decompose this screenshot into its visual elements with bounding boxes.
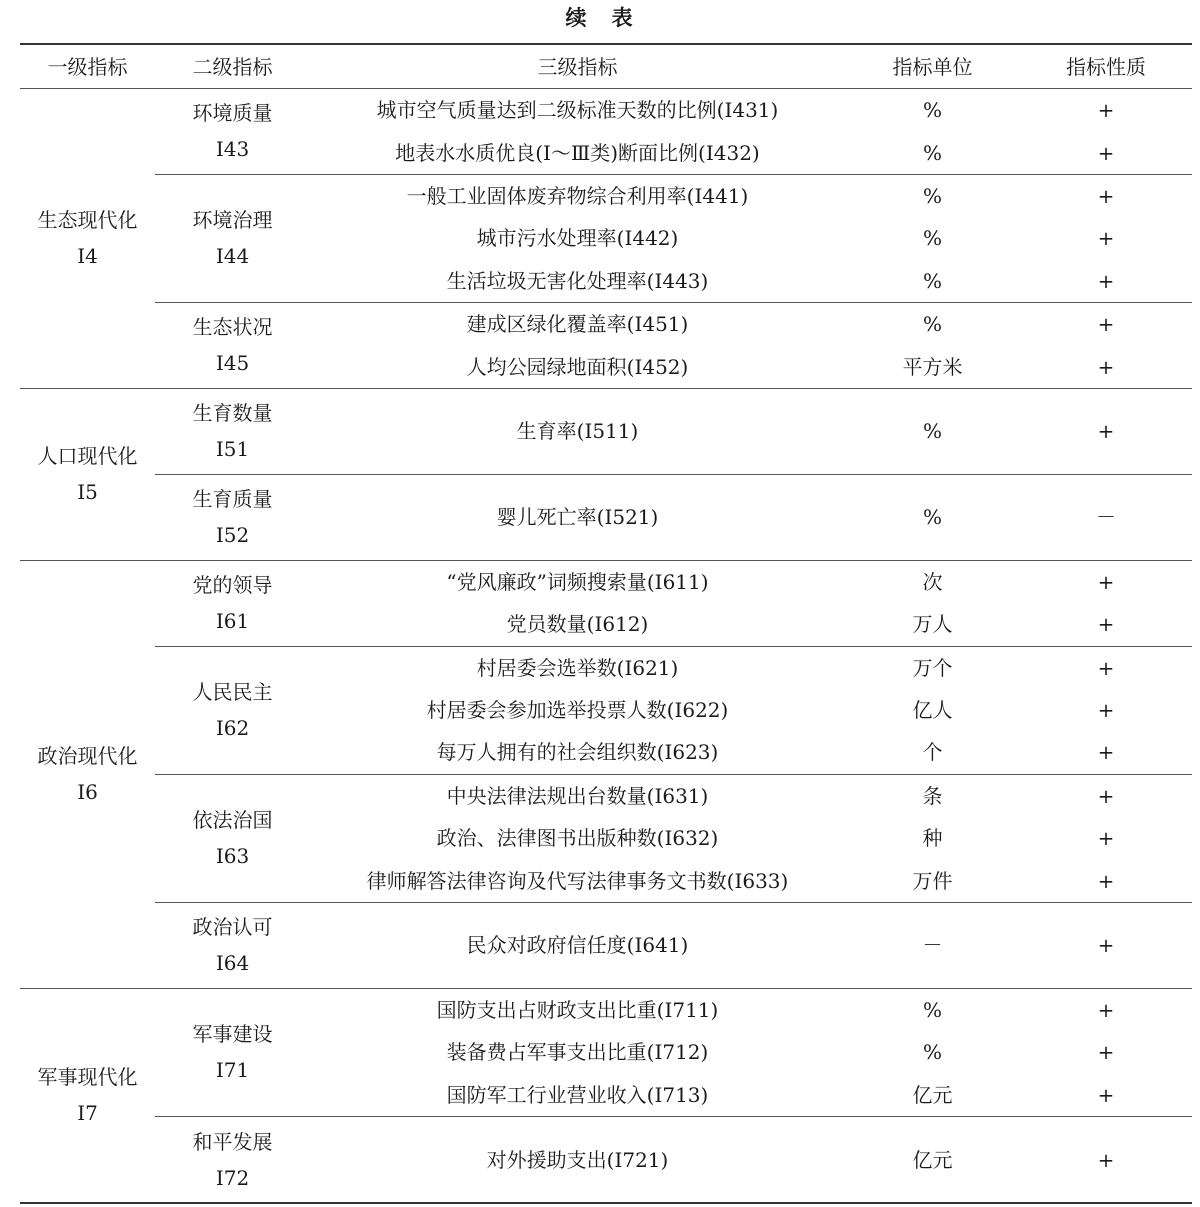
- level2-cell: [155, 474, 310, 560]
- unit-cell: %: [922, 140, 942, 165]
- header-nature: 指标性质: [1020, 44, 1192, 89]
- level3-cell: 中央法律法规出台数量(I631): [310, 774, 845, 817]
- level3-cell: 每万人拥有的社会组织数(I623): [436, 740, 719, 765]
- level3-cell: 生活垃圾无害化处理率(I443): [446, 268, 709, 293]
- level3-cell: 人均公园绿地面积(I452): [466, 354, 689, 379]
- level1-cell: [20, 89, 155, 389]
- level2-cell: [155, 902, 310, 988]
- level3-cell: 建成区绿化覆盖率(I451): [310, 302, 845, 345]
- level3-cell: 对外援助支出(I721): [310, 1117, 845, 1204]
- table-row: [20, 902, 1192, 988]
- unit-cell: %: [922, 226, 942, 251]
- level2-name: 环境质量: [192, 101, 273, 126]
- table-row: [20, 774, 1192, 817]
- table-row: [20, 174, 1192, 217]
- level2-cell: [155, 988, 310, 1116]
- unit-cell: %: [845, 388, 1020, 474]
- nature-cell: +: [1020, 988, 1192, 1031]
- nature-cell: +: [1097, 98, 1115, 123]
- nature-cell: +: [1020, 1117, 1192, 1204]
- level3-cell: 一般工业固体废弃物综合利用率(I441): [310, 174, 845, 217]
- table-row: [20, 89, 1192, 132]
- level1-name: 生态现代化: [37, 208, 138, 233]
- unit-cell: 种: [922, 826, 943, 851]
- unit-cell: －: [845, 902, 1020, 988]
- table-caption: 续 表: [565, 5, 635, 30]
- nature-cell: －: [1020, 474, 1192, 560]
- level3-cell: 村居委会参加选举投票人数(I622): [426, 698, 729, 723]
- nature-cell: +: [1097, 140, 1115, 165]
- table-row: [20, 302, 1192, 345]
- table-row: [20, 646, 1192, 689]
- level2-code: I71: [215, 1058, 250, 1083]
- level2-cell: [155, 646, 310, 774]
- level2-cell: [155, 560, 310, 646]
- level3-cell: 律师解答法律咨询及代写法律事务文书数(I633): [366, 868, 789, 893]
- nature-cell: +: [1097, 354, 1115, 379]
- level1-name: 人口现代化: [37, 444, 138, 469]
- level3-cell: 城市空气质量达到二级标准天数的比例(I431): [376, 98, 779, 123]
- unit-cell: %: [922, 1040, 942, 1065]
- level1-cell: [20, 988, 155, 1203]
- level2-code: I72: [215, 1165, 250, 1190]
- nature-cell: +: [1097, 826, 1115, 851]
- indicator-table: [20, 43, 1192, 1204]
- level2-name: 生育数量: [192, 401, 273, 426]
- level2-cell: [155, 1117, 310, 1204]
- nature-cell: +: [1097, 698, 1115, 723]
- level2-cell: [155, 174, 310, 302]
- unit-cell: %: [922, 98, 942, 123]
- level2-cell: [155, 388, 310, 474]
- level3-cell: 城市污水处理率(I442): [476, 226, 679, 251]
- level2-code: I52: [215, 523, 250, 548]
- level3-cell: 民众对政府信任度(I641): [310, 902, 845, 988]
- unit-cell: %: [845, 988, 1020, 1031]
- level2-name: 政治认可: [192, 915, 273, 940]
- unit-cell: 亿元: [845, 1117, 1020, 1204]
- nature-cell: +: [1020, 774, 1192, 817]
- table-row: [20, 474, 1192, 560]
- unit-cell: %: [845, 474, 1020, 560]
- unit-cell: %: [922, 268, 942, 293]
- level3-cell: 党员数量(I612): [506, 612, 649, 637]
- level2-name: 党的领导: [192, 573, 273, 598]
- level2-name: 人民民主: [192, 680, 273, 705]
- level2-cell: [155, 302, 310, 388]
- unit-cell: %: [845, 174, 1020, 217]
- level2-name: 环境治理: [192, 208, 273, 233]
- header-level2: 二级指标: [155, 44, 310, 89]
- level2-cell: [155, 774, 310, 902]
- nature-cell: +: [1020, 174, 1192, 217]
- nature-cell: +: [1097, 612, 1115, 637]
- header-unit: 指标单位: [845, 44, 1020, 89]
- level3-cell: 装备费占军事支出比重(I712): [446, 1040, 709, 1065]
- level2-code: I64: [215, 951, 250, 976]
- level3-cell: 国防军工行业营业收入(I713): [446, 1082, 709, 1107]
- level1-code: I7: [77, 1101, 98, 1126]
- level1-name: 军事现代化: [37, 1065, 138, 1090]
- level3-cell: 国防支出占财政支出比重(I711): [310, 988, 845, 1031]
- unit-cell: 平方米: [902, 354, 963, 379]
- level1-name: 政治现代化: [37, 744, 138, 769]
- level1-cell: [20, 388, 155, 560]
- header-level3: 三级指标: [310, 44, 845, 89]
- level2-name: 生育质量: [192, 487, 273, 512]
- level2-code: I44: [215, 244, 250, 269]
- nature-cell: +: [1020, 560, 1192, 603]
- level2-name: 依法治国: [192, 808, 273, 833]
- table-row: [20, 560, 1192, 603]
- unit-cell: 亿人: [912, 698, 953, 723]
- nature-cell: +: [1097, 868, 1115, 893]
- unit-cell: 万人: [912, 612, 953, 637]
- level2-cell: [155, 89, 310, 175]
- unit-cell: 万件: [912, 868, 953, 893]
- nature-cell: +: [1097, 226, 1115, 251]
- nature-cell: +: [1097, 1082, 1115, 1107]
- table-row: [20, 988, 1192, 1031]
- level1-code: I6: [77, 780, 98, 805]
- level2-code: I61: [215, 609, 250, 634]
- nature-cell: +: [1020, 388, 1192, 474]
- level3-cell: 村居委会选举数(I621): [310, 646, 845, 689]
- unit-cell: %: [845, 302, 1020, 345]
- unit-cell: 个: [922, 740, 943, 765]
- nature-cell: +: [1020, 646, 1192, 689]
- level1-cell: [20, 560, 155, 988]
- header-row: [20, 44, 1192, 89]
- table-body: [20, 89, 1192, 1204]
- level1-code: I4: [77, 244, 98, 269]
- level2-name: 军事建设: [192, 1022, 273, 1047]
- level3-cell: “党风廉政”词频搜索量(I611): [310, 560, 845, 603]
- unit-cell: 万个: [845, 646, 1020, 689]
- level2-code: I45: [215, 351, 250, 376]
- level3-cell: 生育率(I511): [310, 388, 845, 474]
- unit-cell: 次: [845, 560, 1020, 603]
- level2-code: I62: [215, 716, 250, 741]
- nature-cell: +: [1097, 740, 1115, 765]
- header-level1: 一级指标: [20, 44, 155, 89]
- level2-code: I51: [215, 437, 250, 462]
- level2-name: 生态状况: [192, 315, 273, 340]
- table-row: [20, 388, 1192, 474]
- nature-cell: +: [1020, 902, 1192, 988]
- level3-cell: 政治、法律图书出版种数(I632): [436, 826, 719, 851]
- level2-code: I43: [215, 137, 250, 162]
- unit-cell: 亿元: [912, 1082, 953, 1107]
- level2-name: 和平发展: [192, 1129, 273, 1154]
- unit-cell: 条: [845, 774, 1020, 817]
- level1-code: I5: [77, 480, 98, 505]
- nature-cell: +: [1020, 302, 1192, 345]
- nature-cell: +: [1097, 1040, 1115, 1065]
- nature-cell: +: [1097, 268, 1115, 293]
- level3-cell: 地表水水质优良(Ⅰ～Ⅲ类)断面比例(I432): [395, 140, 760, 165]
- level2-code: I63: [215, 844, 250, 869]
- table-row: [20, 1117, 1192, 1204]
- level3-cell: 婴儿死亡率(I521): [310, 474, 845, 560]
